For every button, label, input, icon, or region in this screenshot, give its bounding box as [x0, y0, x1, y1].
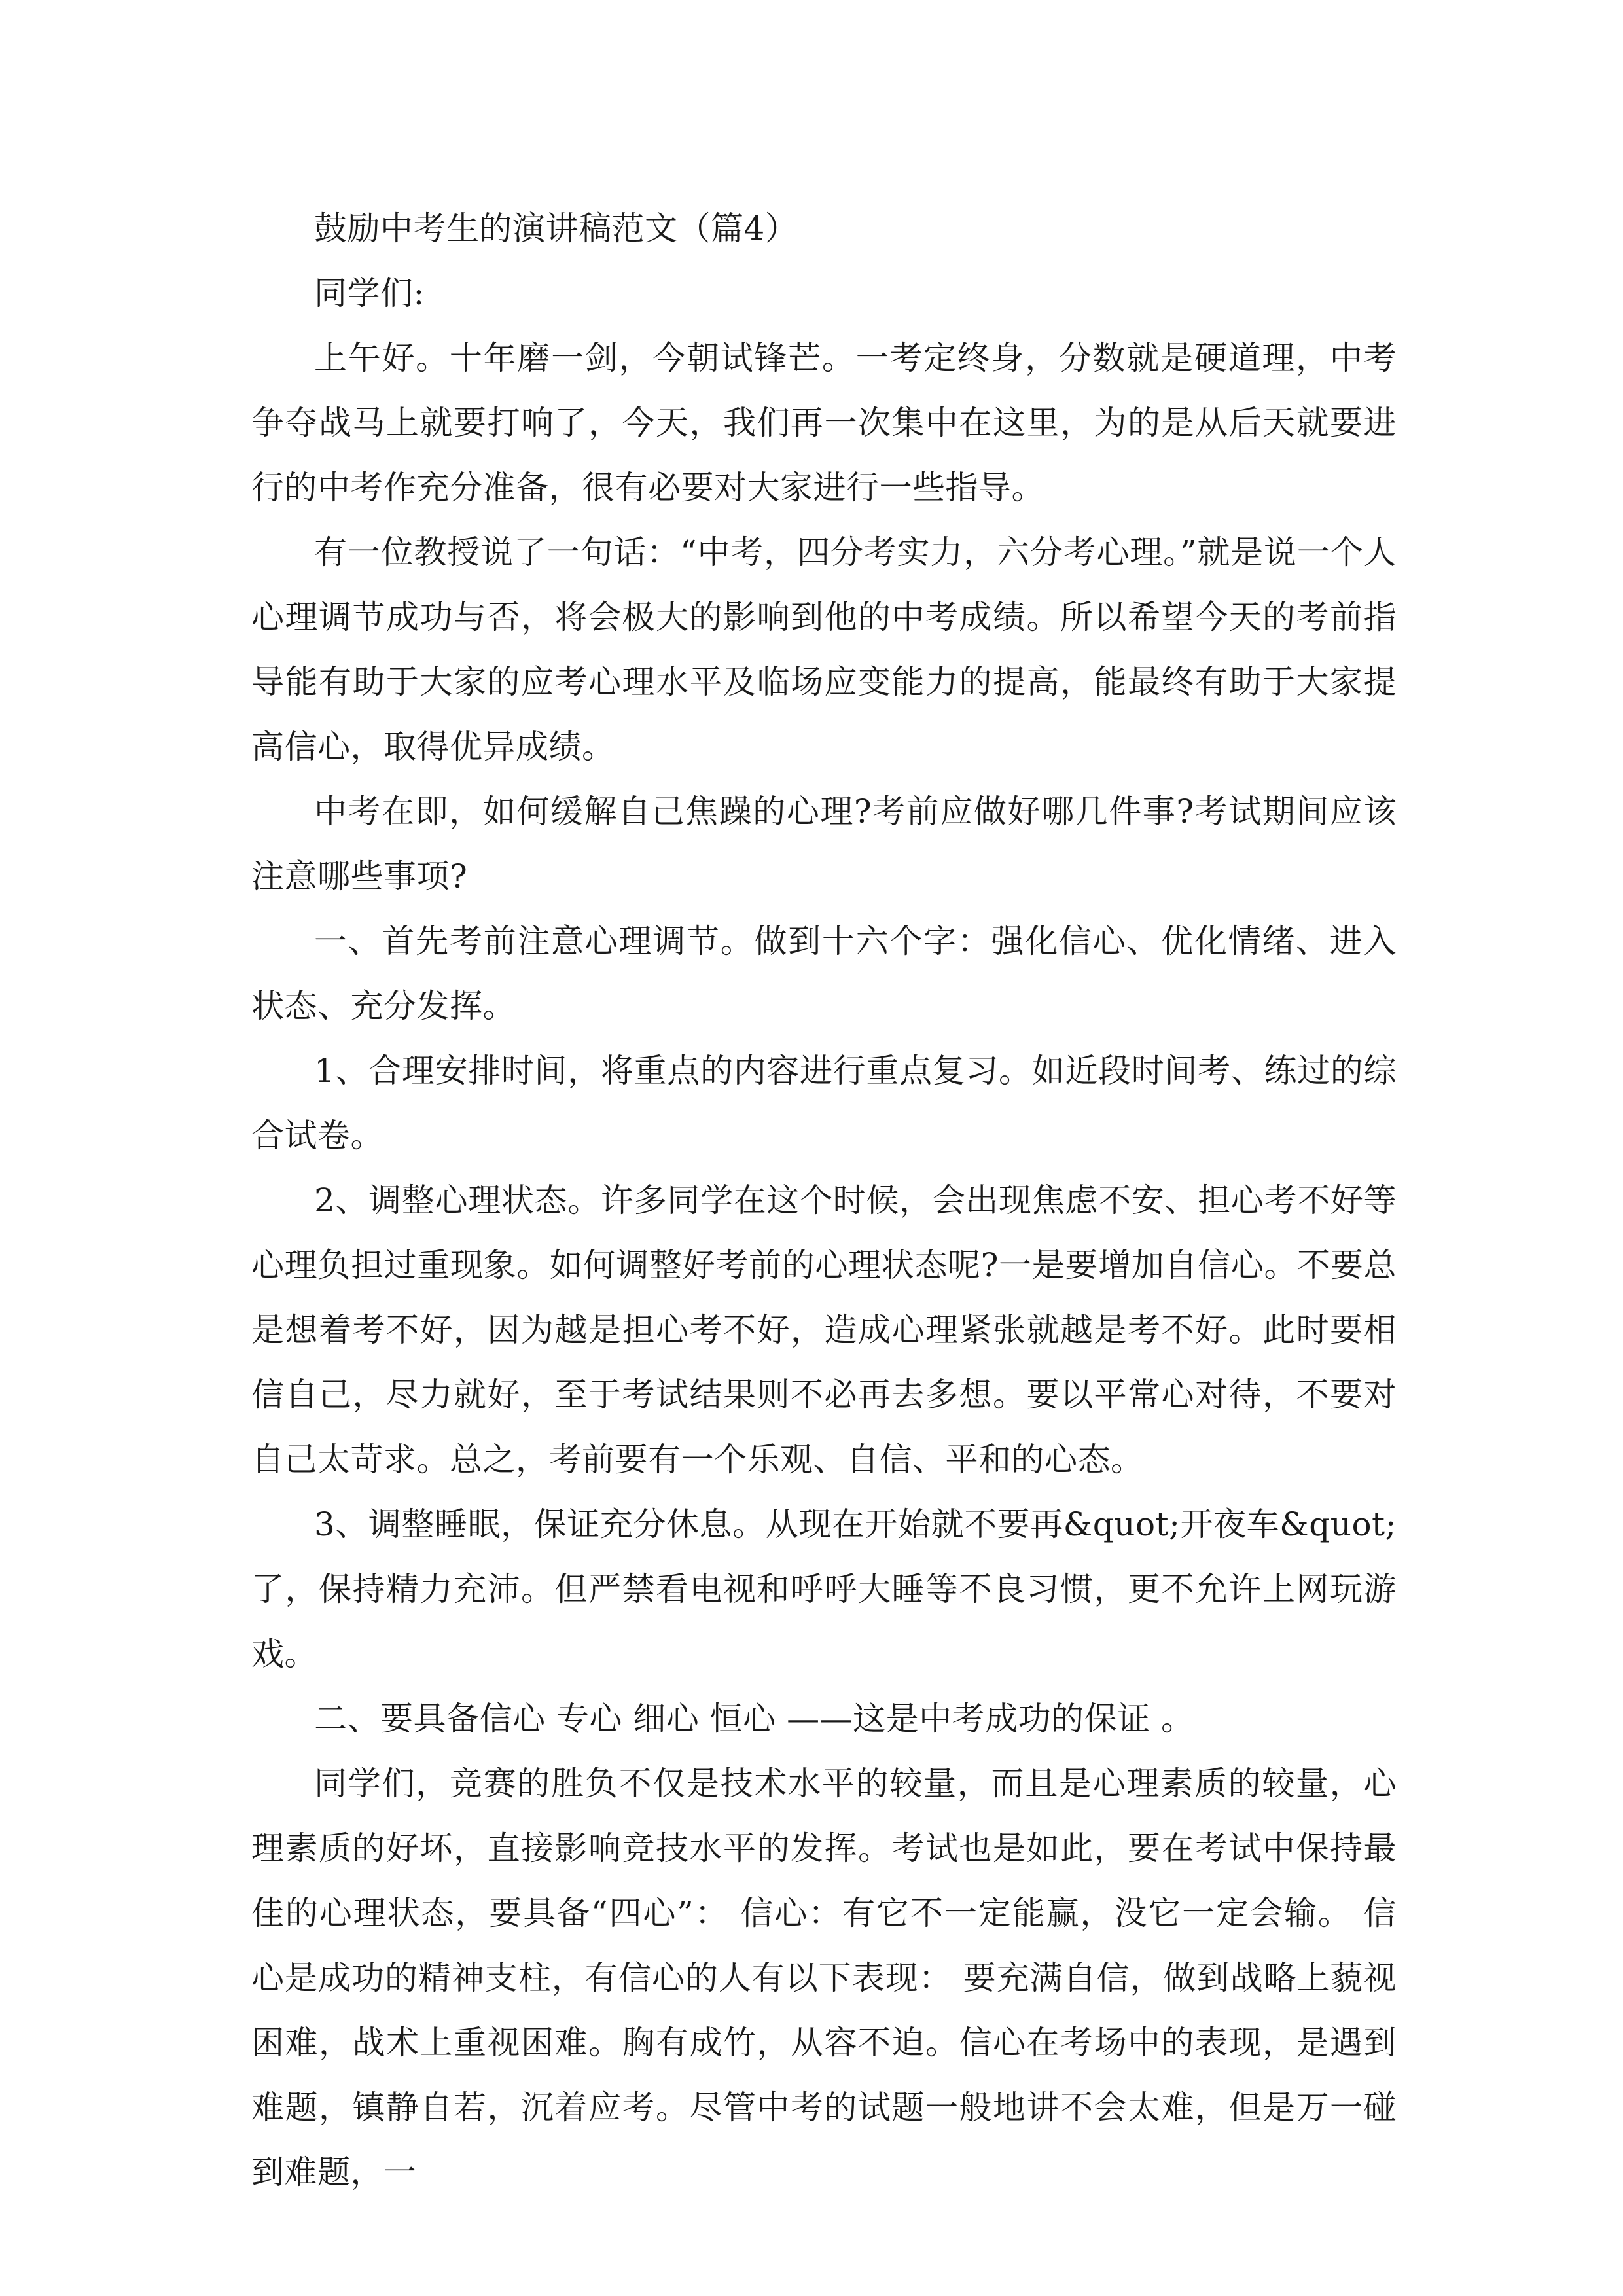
paragraph: 有一位教授说了一句话：“中考，四分考实力，六分考心理。”就是说一个人心理调节成功与否，将会极大的影响到他的中考成绩。所以希望今天的考前指导能有助于大家的应考心理水平及临场应变能力的提高，能最终有助于大家提高信心，取得优异成绩。: [251, 533, 1397, 766]
paragraph: 1、合理安排时间，将重点的内容进行重点复习。如近段时间考、练过的综合试卷。: [251, 1052, 1397, 1155]
document-body: [251, 196, 1397, 2205]
paragraph: 2、调整心理状态。许多同学在这个时候，会出现焦虑不安、担心考不好等心理负担过重现象。如何调整好考前的心理状态呢?一是要增加自信心。不要总是想着考不好，因为越是担心考不好，造成心理紧张就越是考不好。此时要相信自己，尽力就好，至于考试结果则不必再去多想。要以平常心对待，不要对自己太苛求。总之，考前要有一个乐观、自信、平和的心态。: [251, 1181, 1397, 1479]
paragraph: 同学们，竞赛的胜负不仅是技术水平的较量，而且是心理素质的较量，心理素质的好坏，直接影响竞技水平的发挥。考试也是如此，要在考试中保持最佳的心理状态，要具备“四心”： 信心：有它不一定能赢，没它一定会输。 信心是成功的精神支柱，有信心的人有以下表现： 要充满自信，做到战略上藐视困难，战术上重视困难。胸有成竹，从容不迫。信心在考场中的表现，是遇到难题，镇静自若，沉着应考。尽管中考的试题一般地讲不会太难，但是万一碰到难题，一: [251, 1765, 1397, 2191]
document-title: 鼓励中考生的演讲稿范文（篇4）: [314, 209, 798, 247]
paragraph: 3、调整睡眠，保证充分休息。从现在开始就不要再&quot;开夜车&quot;了，保持精力充沛。但严禁看电视和呼呼大睡等不良习惯，更不允许上网玩游戏。: [251, 1505, 1397, 1673]
paragraph: 上午好。十年磨一剑，今朝试锋芒。一考定终身，分数就是硬道理，中考争夺战马上就要打响了，今天，我们再一次集中在这里，为的是从后天就要进行的中考作充分准备，很有必要对大家进行一些指导。: [251, 339, 1397, 507]
paragraph: 中考在即，如何缓解自己焦躁的心理?考前应做好哪几件事?考试期间应该注意哪些事项?: [251, 793, 1397, 895]
paragraph: 二、要具备信心 专心 细心 恒心 ——这是中考成功的保证 。: [314, 1700, 1194, 1738]
salutation: 同学们:: [314, 274, 425, 312]
paragraph: 一、首先考前注意心理调节。做到十六个字：强化信心、优化情绪、进入状态、充分发挥。: [251, 922, 1397, 1025]
